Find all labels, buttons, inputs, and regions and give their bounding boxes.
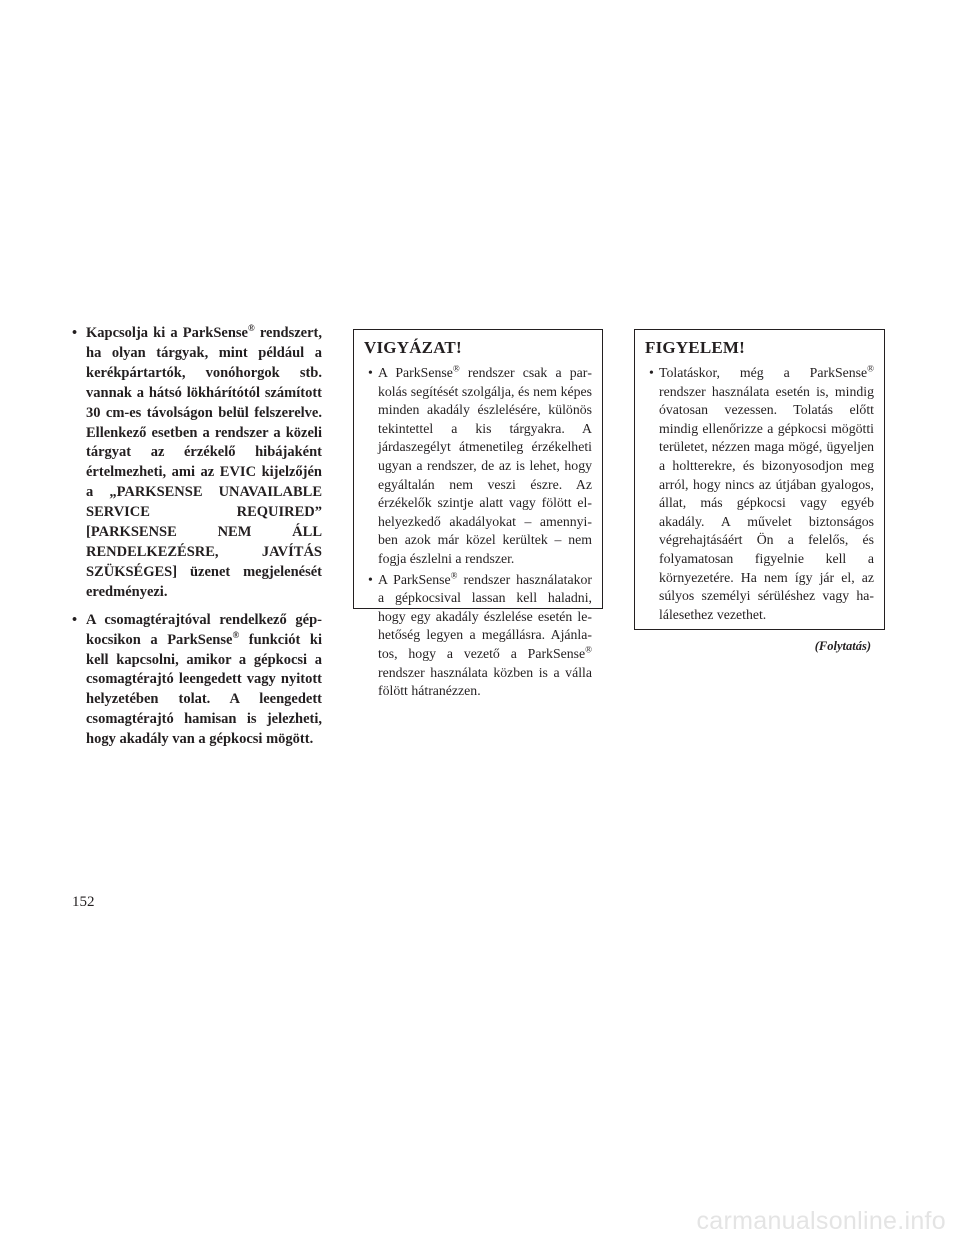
watermark: carmanualsonline.info: [696, 1207, 946, 1235]
warning-list: [364, 364, 592, 701]
page-number: 152: [72, 894, 95, 910]
list-item: [364, 364, 592, 569]
bullet: •: [72, 325, 78, 341]
instruction-list: [66, 324, 322, 750]
attention-title: FIGYELEM!: [645, 338, 746, 357]
list-item-text: Tolatáskor, még a ParkSense® rendszer használata esetén is, mindig óvatosan vezessen. Tolatás előtt mindig ellenőrizze a gépkocsi mögötti területet, nézzen maga mögé, ügyeljen a holtterekre, és bizonyosodjon meg arról, hogy nincs az útjában gyalogos, állat, más gépkocsi vagy egyéb akadály. A művelet biztonságos végrehajtásáért Ön a felelős, és folyamatosan figyelnie kell a környezetére. Ha nem így jár el, az súlyos személyi sérüléshez vagy halálesethez vezethet.: [659, 363, 874, 622]
bullet: •: [368, 365, 373, 380]
warning-box: [353, 329, 603, 699]
bullet: •: [649, 365, 654, 380]
list-item: [66, 611, 322, 750]
list-item: [645, 364, 874, 624]
attention-list: [645, 364, 874, 624]
list-item: [364, 571, 592, 701]
attention-box: [634, 329, 885, 630]
continued-label: (Folytatás): [814, 639, 871, 653]
list-item-text: A ParkSense® rendszer használatakor a gépkocsival lassan kell haladni, hogy egy akadály észlelése esetén lehetőség legyen a megállásra. Ajánlatos, hogy a vezető a ParkSense® rendszer használata közben is a válla fölött hátranézzen.: [378, 569, 592, 699]
warning-title: VIGYÁZAT!: [364, 338, 462, 357]
list-item-text: A ParkSense® rendszer csak a parkolás segítését szolgálja, és nem képes minden akadály észlelésére, különös tekintettel a kis tárgyakra. A járdaszegélyt átmenetileg érzékelheti ugyan a rendszer, de az is lehet, hogy egyáltalán nem veszi észre. Az érzékelők szintje alatt vagy fölött elhelyezkedő akadályokat – amennyiben azok már közel kerültek – nem fogja észlelni a rendszer.: [378, 363, 592, 566]
left-column: [66, 324, 322, 758]
bullet: •: [72, 611, 78, 628]
bullet: •: [368, 571, 373, 587]
list-item-text: A csomagtérajtóval rendelkező gépkocsikon a ParkSense® funkciót ki kell kapcsolni, amikor a gépkocsi a csomagtérajtó leengedett vagy nyitott helyzetében tolat. A leengedett csomagtérajtó hamisan is jelezheti, hogy akadály van a gépkocsi mögött.: [86, 611, 322, 748]
list-item: [66, 324, 322, 603]
list-item-text: Kapcsolja ki a ParkSense® rendszert, ha olyan tárgyak, mint például a kerékpártartók, vonóhorgok stb. vannak a hátsó lökhárítótól számított 30 cm-es távolságon belül felszerelve. Ellenkező esetben a rendszer a közeli tárgyat az érzékelő hibájaként értelmezheti, ami az EVIC kijelzőjén a „PARKSENSE UNAVAILABLE SERVICE REQUIRED” [PARKSENSE NEM ÁLL RENDELKEZÉSRE, JAVÍTÁS SZÜKSÉGES] üzenet megjelenését eredményezi.: [86, 323, 322, 600]
